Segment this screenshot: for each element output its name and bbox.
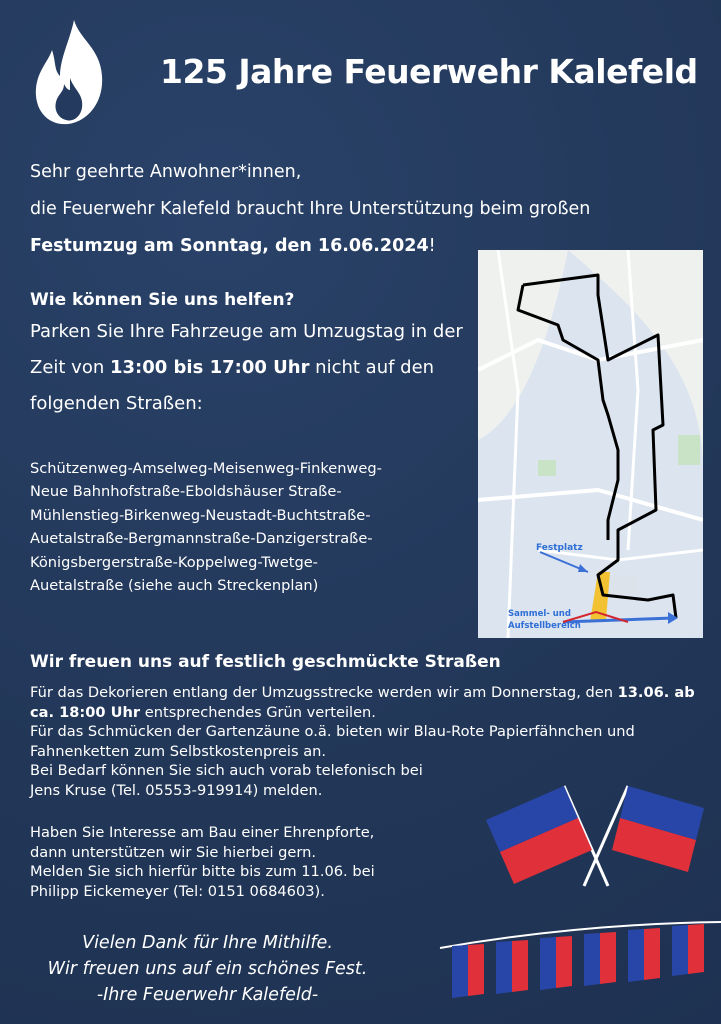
- parking-time: 13:00 bis 17:00 Uhr: [109, 357, 310, 378]
- intro-exclaim: !: [428, 236, 436, 256]
- street-line: Königsbergerstraße-Koppelweg-Twetge-: [30, 553, 318, 571]
- gate-section: [30, 823, 470, 901]
- map-label-aufstell: Aufstellbereich: [508, 621, 581, 631]
- decor-paragraph: Für das Schmücken der Gartenzäune o.ä. bieten wir Blau-Rote Papierfähnchen und Fahnenketten zum Selbstkostenpreis an.: [30, 723, 635, 760]
- parking-heading: Wie können Sie uns helfen?: [30, 290, 295, 310]
- closing-line: Wir freuen uns auf ein schönes Fest.: [47, 959, 368, 979]
- parking-text-part: Parken Sie Ihre Fahrzeuge am Umzugstag in der Zeit von: [30, 321, 463, 378]
- street-line: Neue Bahnhofstraße-Eboldshäuser Straße-: [30, 483, 342, 501]
- greeting: Sehr geehrte Anwohner*innen,: [30, 162, 302, 182]
- street-line: Mühlenstieg-Birkenweg-Neustadt-Buchtstraße-: [30, 506, 371, 524]
- decor-contact: Bei Bedarf können Sie sich auch vorab telefonisch bei: [30, 762, 423, 780]
- closing-signature: -Ihre Feuerwehr Kalefeld-: [96, 985, 319, 1005]
- decor-heading: Wir freuen uns auf festlich geschmückte Straßen: [30, 652, 501, 672]
- street-list: [30, 457, 470, 597]
- page-title: 125 Jahre Feuerwehr Kalefeld: [160, 52, 698, 91]
- route-map: [478, 250, 703, 638]
- street-line: Auetalstraße (siehe auch Streckenplan): [30, 577, 319, 595]
- intro-line: die Feuerwehr Kalefeld braucht Ihre Unterstützung beim großen: [30, 199, 591, 219]
- flame-icon: [30, 18, 114, 128]
- intro-section: [30, 154, 700, 265]
- parking-section: [30, 290, 470, 422]
- decor-contact: Jens Kruse (Tel. 05553-919914) melden.: [30, 781, 323, 799]
- decor-paragraph: [30, 683, 720, 722]
- parade-date: Festumzug am Sonntag, den 16.06.2024: [30, 236, 429, 256]
- gate-line: Haben Sie Interesse am Bau einer Ehrenpforte,: [30, 824, 375, 841]
- parking-text-part: nicht auf den folgenden Straßen:: [30, 357, 435, 414]
- map-label-sammel: Sammel- und: [508, 609, 571, 619]
- closing-section: [0, 930, 415, 1008]
- decor-text: Für das Dekorieren entlang der Umzugsstrecke werden wir am Donnerstag, den: [30, 684, 618, 701]
- street-line: Schützenweg-Amselweg-Meisenweg-Finkenweg-: [30, 460, 382, 477]
- crossed-flags-icon: [478, 778, 718, 888]
- map-label-festplatz: Festplatz: [536, 543, 583, 553]
- gate-line: dann unterstützen wir Sie hierbei gern.: [30, 843, 317, 861]
- street-line: Auetalstraße-Bergmannstraße-Danzigerstraße-: [30, 530, 373, 548]
- parking-text: [30, 314, 470, 422]
- gate-line: Melden Sie sich hierfür bitte bis zum 11.06. bei: [30, 863, 375, 881]
- decor-time: 13.06. ab ca. 18:00 Uhr: [30, 684, 695, 721]
- bunting-icon: [438, 918, 721, 1024]
- gate-line: Philipp Eickemeyer (Tel: 0151 0684603).: [30, 882, 325, 900]
- decor-text: entsprechendes Grün verteilen.: [140, 703, 376, 721]
- closing-line: Vielen Dank für Ihre Mithilfe.: [82, 933, 333, 953]
